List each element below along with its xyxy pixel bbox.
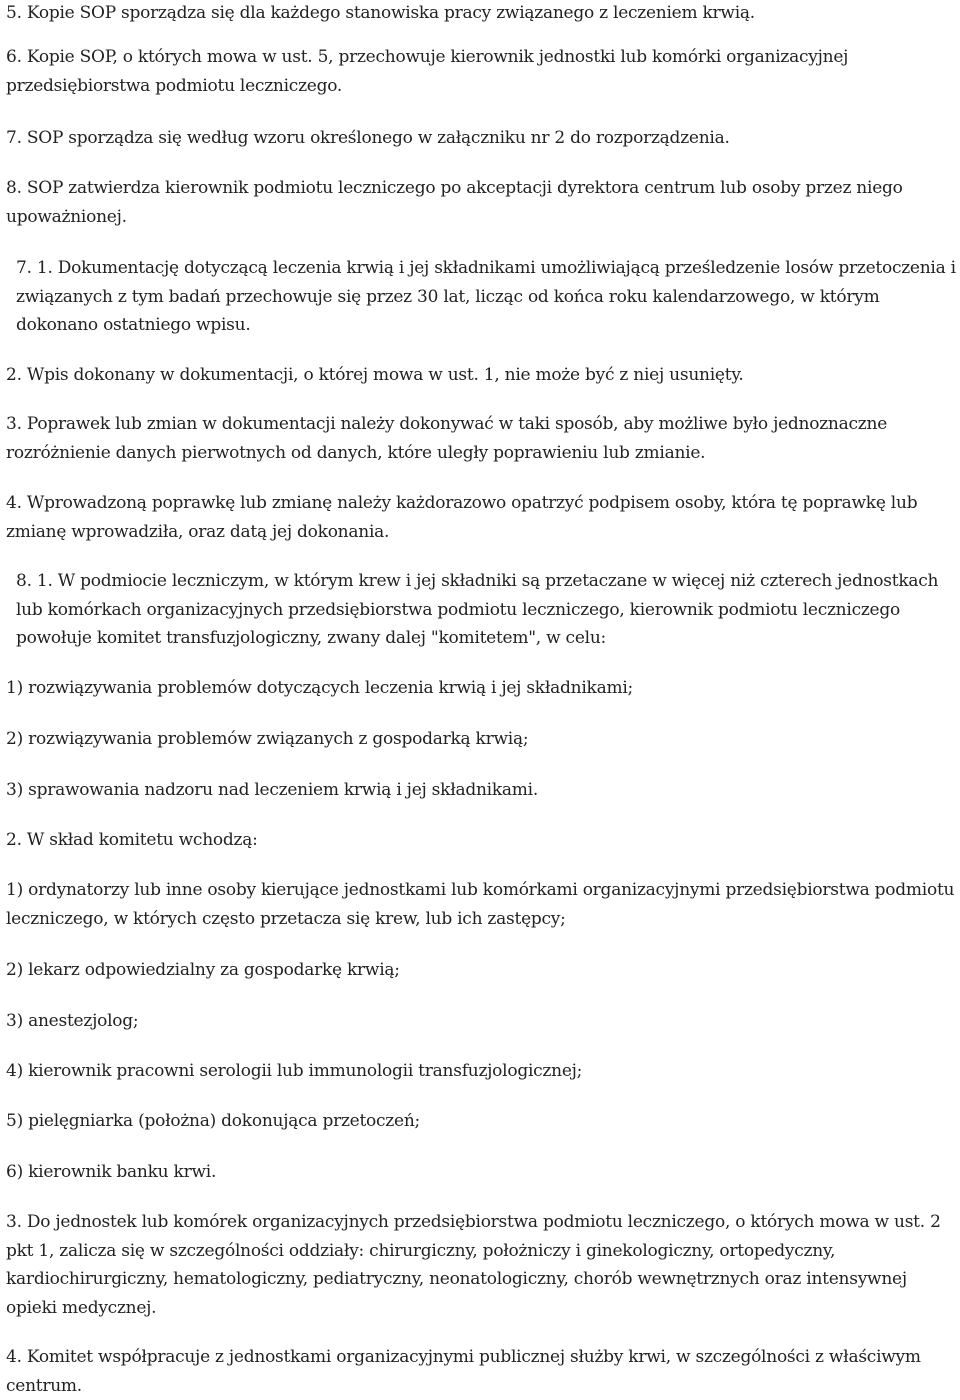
list-item-3: 3) sprawowania nadzoru nad leczeniem krwią i jej składnikami. — [6, 780, 539, 800]
committee-member-6: 6) kierownik banku krwi. — [6, 1162, 217, 1182]
committee-member-5: 5) pielęgniarka (położna) dokonująca przetoczeń; — [6, 1111, 420, 1131]
paragraph-6-sop-storage: 6. Kopie SOP, o których mowa w ust. 5, przechowuje kierownik jednostki lub komórki organizacyjnej przedsiębiorstwa podmiotu leczniczego. — [6, 47, 849, 96]
section-8-paragraph-3: 3. Do jednostek lub komórek organizacyjnych przedsiębiorstwa podmiotu leczniczego, o których mowa w ust. 2 pkt 1, zalicza się w szczególności oddziały: chirurgiczny, położniczy i ginekologiczny, ortopedyczny, kardiochirurgiczny, hematologiczny, pediatryczny, neonatologiczny, chorób wewnętrznych oraz intensywnej opieki medycznej. — [6, 1212, 941, 1318]
section-8-paragraph-2: 2. W skład komitetu wchodzą: — [6, 830, 258, 850]
committee-member-4: 4) kierownik pracowni serologii lub immunologii transfuzjologicznej; — [6, 1061, 583, 1081]
committee-member-1: 1) ordynatorzy lub inne osoby kierujące jednostkami lub komórkami organizacyjnymi przedsiębiorstwa podmiotu leczniczego, w których często przetacza się krew, lub ich zastępcy; — [6, 880, 955, 929]
section-7-paragraph-3: 3. Poprawek lub zmian w dokumentacji należy dokonywać w taki sposób, aby możliwe było jednoznaczne rozróżnienie danych pierwotnych od danych, które uległy poprawieniu lub zmianie. — [6, 414, 887, 463]
list-item-2: 2) rozwiązywania problemów związanych z gospodarką krwią; — [6, 729, 529, 749]
committee-member-2: 2) lekarz odpowiedzialny za gospodarkę krwią; — [6, 960, 400, 980]
paragraph-5-sop-copies: 5. Kopie SOP sporządza się dla każdego stanowiska pracy związanego z leczeniem krwią. — [6, 3, 755, 23]
list-item-1: 1) rozwiązywania problemów dotyczących leczenia krwią i jej składnikami; — [6, 678, 633, 698]
section-7-paragraph-4: 4. Wprowadzoną poprawkę lub zmianę należy każdorazowo opatrzyć podpisem osoby, która tę poprawkę lub zmianę wprowadziła, oraz datą jej dokonania. — [6, 493, 918, 542]
section-8-paragraph-4: 4. Komitet współpracuje z jednostkami organizacyjnymi publicznej służby krwi, w szczególności z właściwym centrum. — [6, 1347, 921, 1396]
paragraph-8-sop-approval: 8. SOP zatwierdza kierownik podmiotu leczniczego po akceptacji dyrektora centrum lub osoby przez niego upoważnionej. — [6, 178, 903, 227]
committee-member-3: 3) anestezjolog; — [6, 1011, 139, 1031]
paragraph-7-sop-template: 7. SOP sporządza się według wzoru określonego w załączniku nr 2 do rozporządzenia. — [6, 128, 730, 148]
section-8-paragraph-1: 8. 1. W podmiocie leczniczym, w którym krew i jej składniki są przetaczane w więcej niż czterech jednostkach lub komórkach organizacyjnych przedsiębiorstwa podmiotu leczniczego, kierownik podmiotu leczniczego powołuje komitet transfuzjologiczny, zwany dalej "komitetem", w celu: — [16, 571, 939, 648]
section-7-paragraph-2: 2. Wpis dokonany w dokumentacji, o której mowa w ust. 1, nie może być z niej usunięty. — [6, 365, 744, 385]
section-7-paragraph-1: 7. 1. Dokumentację dotyczącą leczenia krwią i jej składnikami umożliwiającą prześledzenie losów przetoczenia i związanych z tym badań przechowuje się przez 30 lat, licząc od końca roku kalendarzowego, w którym dokonano ostatniego wpisu. — [16, 258, 956, 335]
